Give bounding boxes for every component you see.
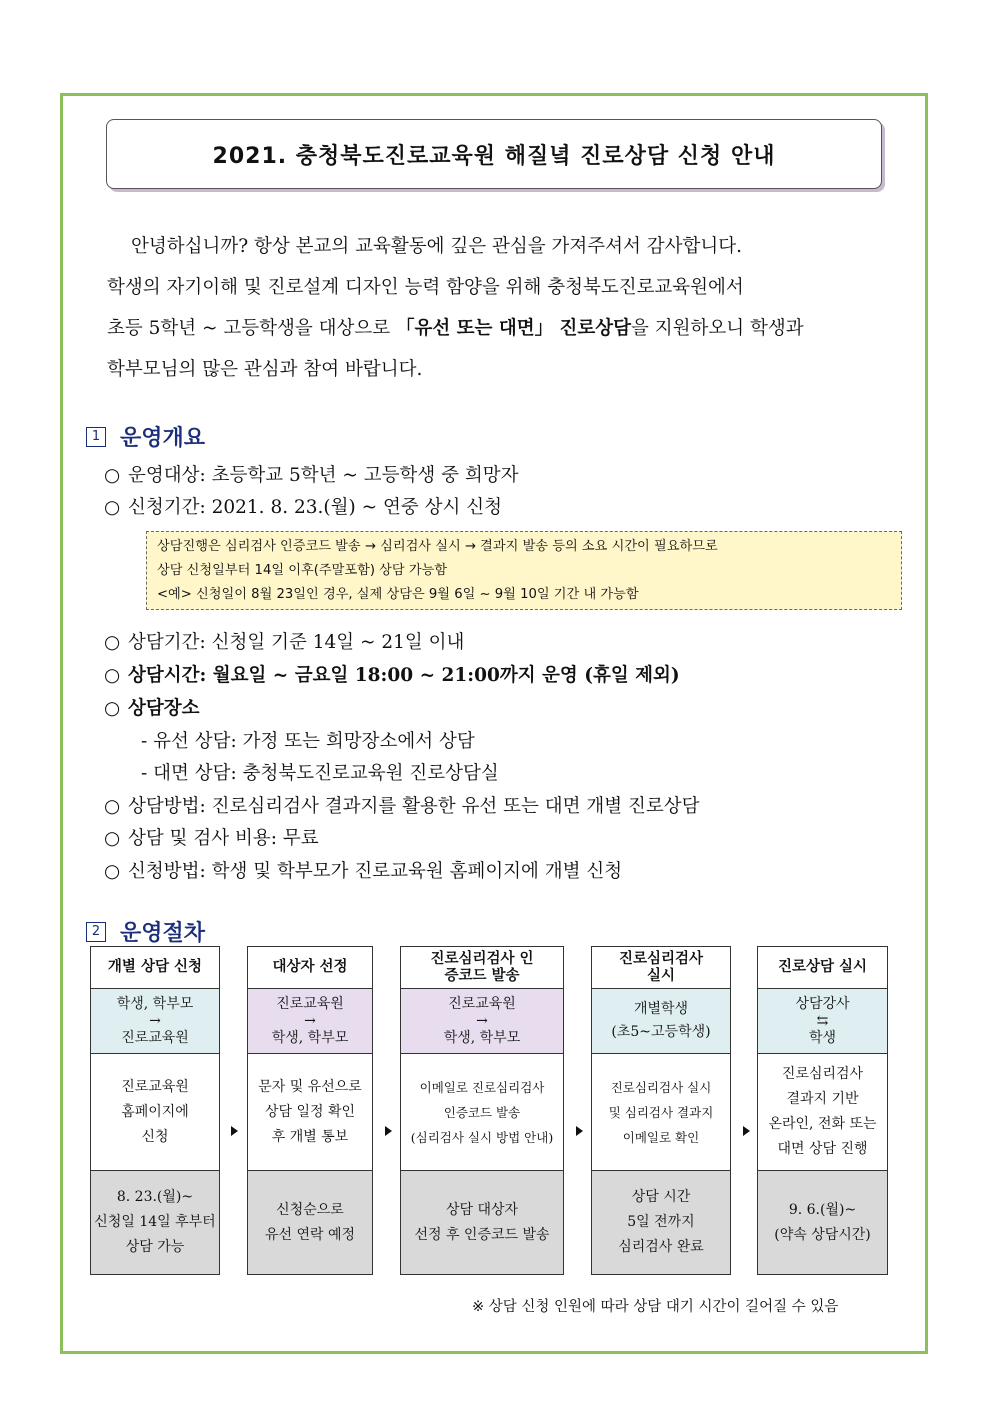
- intro-line: [107, 308, 907, 349]
- section-heading-overview: [86, 421, 205, 452]
- step-desc: [91, 1054, 219, 1170]
- procedure-step-test: [591, 946, 731, 1275]
- step-desc-line: 진로심리검사: [781, 1066, 864, 1082]
- step-when-line: 8. 23.(월)~: [116, 1189, 194, 1205]
- intro-line: 학생의 자기이해 및 진로설계 디자인 능력 함양을 위해 충청북도진로교육원에서: [107, 277, 744, 298]
- step-desc-line: 대면 상담 진행: [777, 1141, 868, 1157]
- step-who-arrow: ⇆: [816, 1012, 829, 1029]
- overview-text: 상담방법: 진로심리검사 결과지를 활용한 유선 또는 대면 개별 진로상담: [128, 796, 700, 817]
- notice-line: 상담 신청일부터 14일 이후(주말포함) 상담 가능함: [157, 563, 448, 578]
- step-desc: [592, 1054, 730, 1170]
- overview-method: [104, 792, 700, 818]
- step-desc-line: 문자 및 유선으로: [258, 1078, 362, 1095]
- step-arrow-icon: [743, 1126, 750, 1136]
- step-when-line: 9. 6.(월)~: [788, 1201, 857, 1218]
- title-box: [106, 119, 882, 189]
- step-desc-line: 온라인, 전화 또는: [768, 1116, 877, 1132]
- step-when: [592, 1170, 730, 1274]
- step-desc: [758, 1054, 887, 1170]
- overview-text: 신청기간: 2021. 8. 23.(월) ~ 연중 상시 신청: [128, 497, 502, 518]
- step-desc-line: 및 심리검사 결과지: [608, 1104, 714, 1120]
- overview-consult-period: [104, 628, 464, 654]
- step-desc-line: 후 개별 통보: [271, 1128, 349, 1145]
- bullet-circle: ○: [104, 665, 121, 686]
- step-desc-line: (심리검사 실시 방법 안내): [410, 1129, 554, 1145]
- step-head-text: 진로심리검사 실시: [618, 950, 704, 984]
- step-when-line: 상담 가능: [125, 1239, 185, 1255]
- page-title: 2021. 충청북도진로교육원 해질녘 진로상담 신청 안내: [212, 143, 776, 169]
- step-when-line: 상담 시간: [631, 1189, 691, 1205]
- section-heading-procedure: [86, 916, 205, 947]
- step-desc-line: 결과지 기반: [786, 1091, 859, 1107]
- procedure-step-apply: [90, 946, 220, 1275]
- step-arrow-icon: [576, 1126, 583, 1136]
- intro-emphasis: 「유선 또는 대면」 진로상담: [396, 318, 632, 339]
- overview-text: 상담시간: 월요일 ~ 금요일 18:00 ~ 21:00까지 운영 (휴일 제외): [128, 665, 680, 686]
- step-head: 진로상담 실시: [758, 947, 887, 989]
- step-when-line: (약속 상담시간): [774, 1226, 871, 1243]
- overview-text: 상담 및 검사 비용: 무료: [128, 828, 319, 849]
- bullet-circle: ○: [104, 698, 121, 719]
- step-desc-line: 홈페이지에: [121, 1103, 189, 1120]
- step-who-arrow: →: [149, 1012, 161, 1029]
- intro-paragraph: [107, 226, 907, 390]
- overview-cost: [104, 824, 319, 850]
- overview-place: [104, 694, 199, 720]
- step-who-from: 학생, 학부모: [116, 995, 194, 1012]
- step-head: 개별 상담 신청: [91, 947, 219, 989]
- section-title: 운영개요: [120, 426, 206, 451]
- overview-text: 신청방법: 학생 및 학부모가 진로교육원 홈페이지에 개별 신청: [128, 861, 623, 882]
- step-who: [401, 989, 563, 1054]
- step-when-line: 5일 전까지: [627, 1214, 695, 1230]
- step-who-to: 진로교육원: [121, 1029, 189, 1046]
- step-who-to: 학생, 학부모: [271, 1029, 349, 1046]
- step-when: [248, 1170, 372, 1274]
- notice-line: <예> 신청일이 8월 23일인 경우, 실제 상담은 9월 6일 ~ 9월 10일 기간 내 가능함: [157, 587, 639, 602]
- step-who: [758, 989, 887, 1054]
- step-who: [248, 989, 372, 1054]
- step-when: [401, 1170, 563, 1274]
- step-when-line: 신청일 14일 후부터: [94, 1214, 216, 1230]
- step-desc-line: 상담 일정 확인: [264, 1103, 356, 1120]
- step-desc: [248, 1054, 372, 1170]
- bullet-circle: ○: [104, 465, 121, 486]
- step-desc-line: 이메일로 진로심리검사: [419, 1079, 545, 1095]
- overview-text: 운영대상: 초등학교 5학년 ~ 고등학생 중 희망자: [128, 465, 519, 486]
- overview-consult-time: [104, 661, 680, 687]
- step-who-arrow: →: [476, 1012, 488, 1029]
- step-arrow-icon: [231, 1126, 238, 1136]
- overview-place-visit: - 대면 상담: 충청북도진로교육원 진로상담실: [141, 763, 499, 784]
- intro-line: 학부모님의 많은 관심과 참여 바랍니다.: [107, 359, 423, 380]
- bullet-circle: ○: [104, 632, 121, 653]
- overview-text: 상담기간: 신청일 기준 14일 ~ 21일 이내: [128, 632, 465, 653]
- step-desc-line: 신청: [141, 1128, 169, 1145]
- intro-line: 안녕하십니까? 항상 본교의 교육활동에 깊은 관심을 가져주셔서 감사합니다.: [131, 236, 742, 257]
- overview-place-phone: - 유선 상담: 가정 또는 희망장소에서 상담: [141, 731, 475, 752]
- step-who: [91, 989, 219, 1054]
- intro-text: 을 지원하오니 학생과: [631, 318, 804, 339]
- step-desc-line: 인증코드 발송: [443, 1104, 521, 1120]
- step-arrow-icon: [385, 1126, 392, 1136]
- procedure-step-consult: [757, 946, 888, 1275]
- step-head: [401, 947, 563, 989]
- step-head: 대상자 선정: [248, 947, 372, 989]
- section-number: 1: [86, 427, 106, 447]
- step-who-to: 학생, 학부모: [443, 1029, 521, 1046]
- bullet-circle: ○: [104, 796, 121, 817]
- bullet-circle: ○: [104, 861, 121, 882]
- bullet-circle: ○: [104, 828, 121, 849]
- section-title: 운영절차: [120, 921, 206, 946]
- step-who-from: 진로교육원: [276, 995, 344, 1012]
- footnote: ※ 상담 신청 인원에 따라 상담 대기 시간이 길어질 수 있음: [472, 1299, 839, 1315]
- step-head-text: 진로심리검사 인증코드 발송: [430, 950, 534, 984]
- overview-target: [104, 461, 518, 487]
- step-who-to: 학생: [808, 1029, 837, 1046]
- step-when: [91, 1170, 219, 1274]
- step-who-from: 상담강사: [795, 995, 850, 1012]
- bullet-circle: ○: [104, 497, 121, 518]
- section-number: 2: [86, 922, 106, 942]
- step-when-line: 신청순으로: [276, 1201, 344, 1218]
- step-desc: [401, 1054, 563, 1170]
- step-who: [592, 989, 730, 1054]
- step-desc-line: 이메일로 확인: [622, 1129, 700, 1145]
- step-desc-line: 진로심리검사 실시: [610, 1079, 712, 1095]
- procedure-step-code: [400, 946, 564, 1275]
- step-when-line: 심리검사 완료: [618, 1239, 704, 1255]
- step-who-from: 개별학생: [633, 1001, 689, 1017]
- step-desc-line: 진로교육원: [121, 1078, 189, 1095]
- step-when-line: 선정 후 인증코드 발송: [414, 1226, 550, 1243]
- procedure-step-select: [247, 946, 373, 1275]
- step-when-line: 유선 연락 예정: [264, 1226, 356, 1243]
- intro-text: 초등 5학년 ~ 고등학생을 대상으로: [107, 318, 396, 339]
- step-who-arrow: →: [304, 1012, 316, 1029]
- overview-period: [104, 493, 502, 519]
- step-who-to: (초5~고등학생): [611, 1024, 711, 1040]
- step-head: [592, 947, 730, 989]
- overview-text: 상담장소: [128, 698, 200, 719]
- overview-apply: [104, 857, 622, 883]
- step-when: [758, 1170, 887, 1274]
- step-who-from: 진로교육원: [448, 995, 516, 1012]
- notice-line: 상담진행은 심리검사 인증코드 발송 → 심리검사 실시 → 결과지 발송 등의 소요 시간이 필요하므로: [157, 539, 718, 554]
- step-when-line: 상담 대상자: [445, 1201, 519, 1218]
- notice-box: [146, 531, 902, 610]
